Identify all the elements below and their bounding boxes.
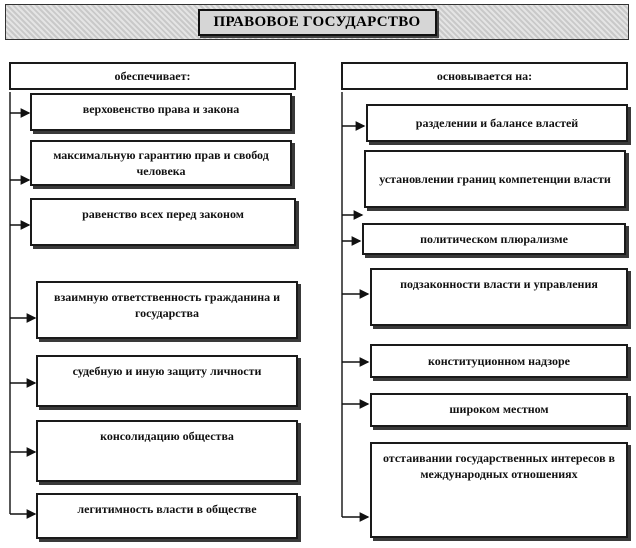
right-item-1: разделении и балансе властей — [366, 104, 628, 142]
left-header: обеспечивает: — [9, 62, 296, 90]
left-item-4: взаимную ответственность гражданина и государства — [36, 281, 298, 339]
right-item-6: широком местном — [370, 393, 628, 427]
left-item-2: максимальную гарантию прав и свобод человека — [30, 140, 292, 186]
left-item-1: верховенство права и закона — [30, 93, 292, 131]
left-item-3: равенство всех перед законом — [30, 198, 296, 246]
left-item-6: консолидацию общества — [36, 420, 298, 482]
right-header: основывается на: — [341, 62, 628, 90]
left-item-7: легитимность власти в обществе — [36, 493, 298, 539]
left-item-5: судебную и иную защиту личности — [36, 355, 298, 407]
right-item-4: подзаконности власти и управления — [370, 268, 628, 326]
right-item-2: установлении границ компетенции власти — [364, 150, 626, 208]
right-item-7: отстаивании государственных интересов в международных отношениях — [370, 442, 628, 538]
diagram-title: ПРАВОВОЕ ГОСУДАРСТВО — [198, 9, 437, 36]
right-item-3: политическом плюрализме — [362, 223, 626, 255]
right-item-5: конституционном надзоре — [370, 344, 628, 378]
